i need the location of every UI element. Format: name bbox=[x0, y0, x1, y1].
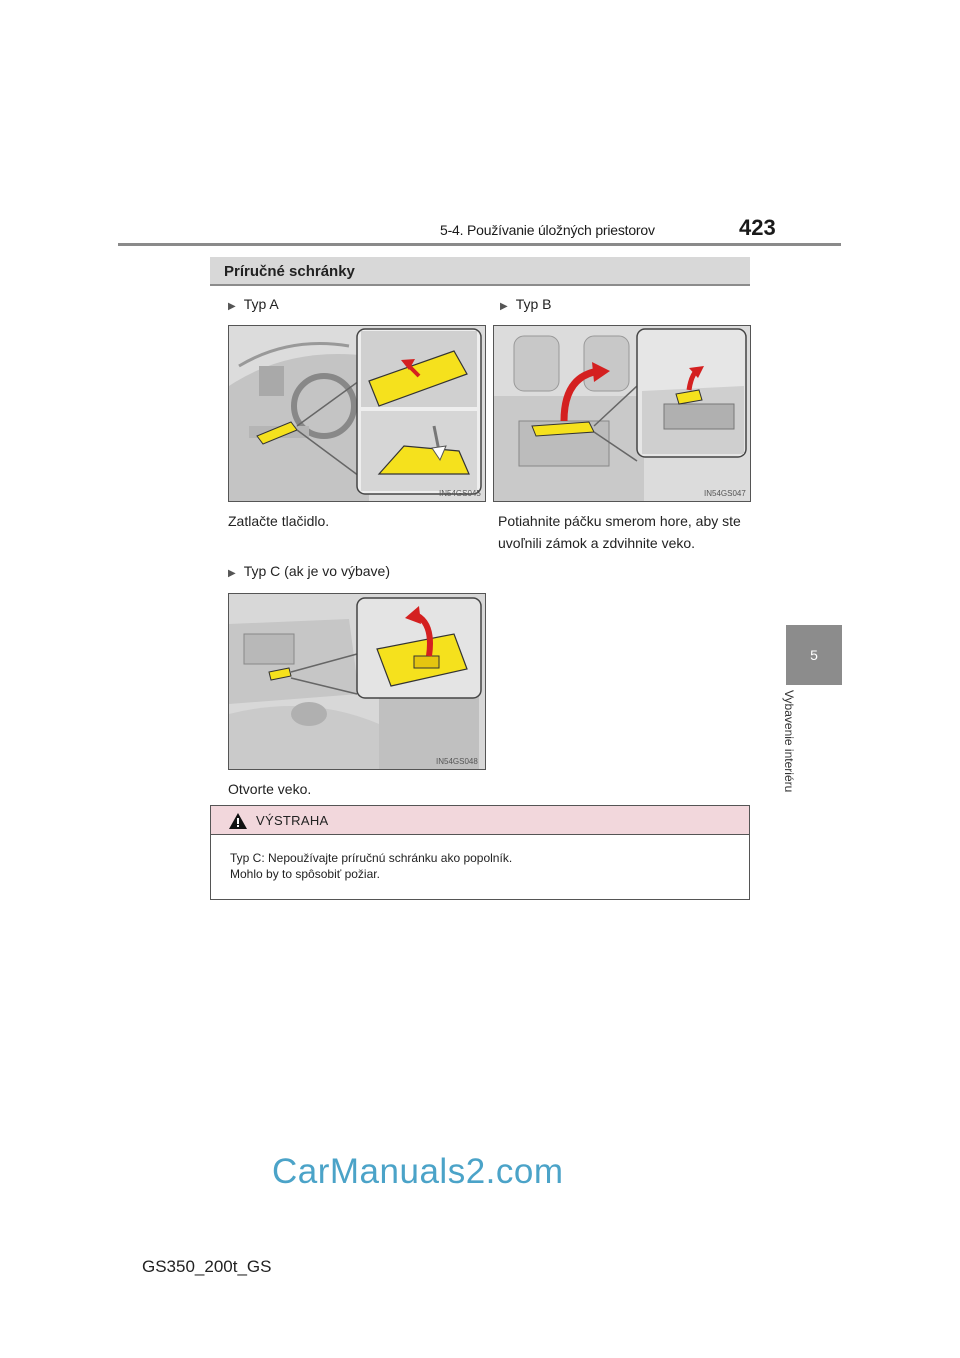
section-heading: Príručné schránky bbox=[224, 263, 355, 280]
image-code: IN54GS045 bbox=[439, 489, 481, 498]
warning-line-2: Mohlo by to spôsobiť požiar. bbox=[230, 867, 380, 881]
section-heading-bar bbox=[210, 257, 750, 286]
footer-model-code: GS350_200t_GS bbox=[142, 1257, 272, 1276]
chapter-title: Vybavenie interiéru bbox=[782, 690, 796, 793]
bullet-triangle-icon: ▶ bbox=[228, 568, 236, 579]
chapter-tab bbox=[786, 625, 842, 685]
page-number: 423 bbox=[739, 215, 776, 240]
bullet-triangle-icon: ▶ bbox=[500, 301, 508, 312]
caption-type-b-line1: Potiahnite páčku smerom hore, aby ste bbox=[498, 513, 741, 529]
illustration-type-a bbox=[228, 325, 486, 502]
image-code: IN54GS047 bbox=[704, 489, 746, 498]
image-code: IN54GS048 bbox=[436, 757, 478, 766]
item-label-text: Typ B bbox=[515, 296, 552, 312]
warning-triangle-icon bbox=[229, 813, 247, 829]
chapter-number: 5 bbox=[810, 647, 818, 663]
bullet-triangle-icon: ▶ bbox=[228, 301, 236, 312]
item-label-text: Typ A bbox=[243, 296, 279, 312]
item-label-type-b bbox=[500, 296, 552, 312]
watermark: CarManuals2.com bbox=[272, 1152, 564, 1191]
item-label-text: Typ C (ak je vo výbave) bbox=[243, 563, 390, 579]
caption-type-b-line2: uvoľnili zámok a zdvihnite veko. bbox=[498, 535, 696, 551]
warning-line-1: Typ C: Nepoužívajte príručnú schránku ako popolník. bbox=[230, 851, 513, 865]
illustration-type-c bbox=[228, 593, 486, 770]
item-label-type-a bbox=[228, 296, 279, 312]
item-label-type-c bbox=[228, 563, 390, 579]
header-rule bbox=[118, 243, 841, 246]
warning-header bbox=[211, 806, 749, 835]
caption-type-a: Zatlačte tlačidlo. bbox=[228, 513, 330, 529]
caption-type-c: Otvorte veko. bbox=[228, 781, 312, 797]
warning-title: VÝSTRAHA bbox=[256, 813, 329, 828]
chapter-title-vertical bbox=[782, 690, 812, 830]
warning-text bbox=[230, 850, 512, 882]
caption-type-b bbox=[498, 510, 741, 554]
warning-box bbox=[210, 805, 750, 900]
header-section-title: 5-4. Používanie úložných priestorov bbox=[440, 222, 655, 238]
illustration-type-b bbox=[493, 325, 751, 502]
